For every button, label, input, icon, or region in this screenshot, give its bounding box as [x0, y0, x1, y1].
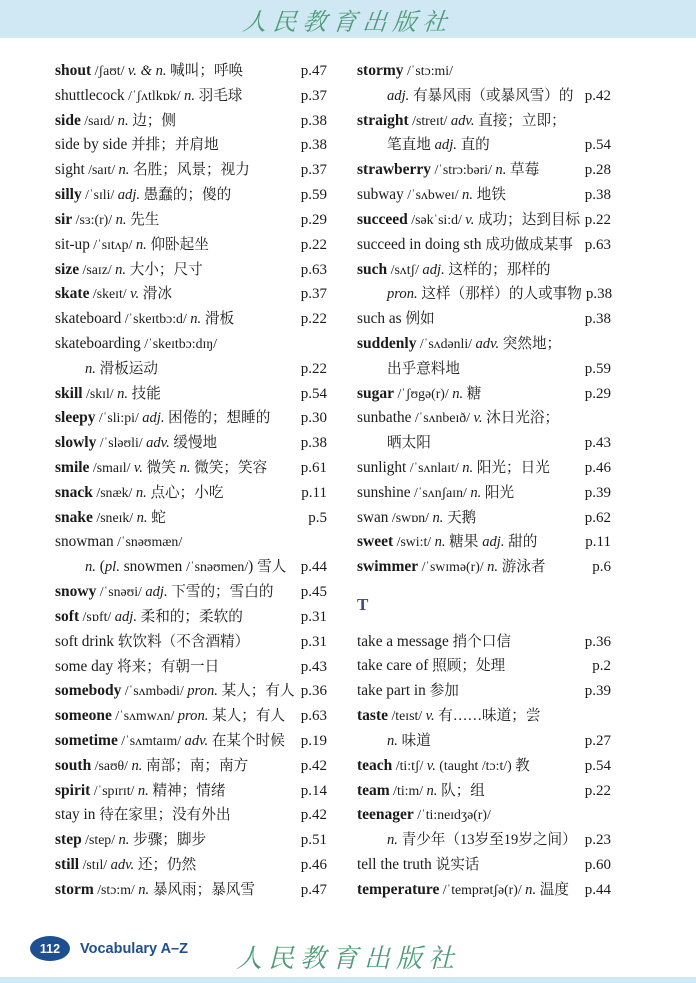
vocab-entry	[55, 357, 327, 382]
vocab-entry	[55, 183, 327, 208]
entry-page-number: p.54	[300, 385, 327, 402]
entry-text: sit-up /ˈsɪtʌp/ n. 仰卧起坐	[55, 235, 209, 253]
vocab-entry	[357, 853, 611, 878]
vocab-entry	[357, 258, 611, 283]
entry-page-number: p.22	[584, 782, 611, 799]
vocab-entry	[55, 109, 327, 134]
entry-text: straight /streɪt/ adv. 直接；立即；	[357, 111, 566, 129]
vocab-entry	[55, 605, 327, 630]
entry-text: skateboard /ˈskeɪtbɔ:d/ n. 滑板	[55, 310, 235, 328]
bottom-band	[0, 977, 696, 983]
entry-page-number: p.38	[584, 311, 611, 328]
entry-text: swimmer /ˈswɪmə(r)/ n. 游泳者	[357, 558, 546, 576]
vocab-entry	[55, 208, 327, 233]
vocab-entry	[55, 258, 327, 283]
entry-text: stormy /ˈstɔ:mi/	[357, 62, 453, 79]
entry-text: sir /sɜ:(r)/ n. 先生	[55, 210, 160, 228]
entry-page-number: p.30	[300, 410, 327, 427]
entry-text: side by side 并排；并肩地	[55, 136, 219, 154]
entry-text: someone /ˈsʌmwʌn/ pron. 某人；有人	[55, 707, 286, 725]
entry-page-number: p.5	[308, 509, 327, 526]
vocab-entry	[357, 307, 611, 332]
entry-text: succeed in doing sth 成功做成某事	[357, 235, 573, 253]
vocab-entry	[55, 754, 327, 779]
entry-page-number: p.6	[592, 559, 611, 576]
entry-page-number: p.14	[300, 782, 327, 799]
entry-text: take care of 照顾；处理	[357, 657, 506, 675]
vocab-entry	[357, 183, 611, 208]
left-column	[55, 59, 327, 903]
entry-page-number: p.51	[300, 832, 327, 849]
vocab-entry	[55, 729, 327, 754]
entry-text: snowman /ˈsnəʊmæn/	[55, 533, 183, 551]
entry-page-number: p.42	[300, 757, 327, 774]
entry-page-number: p.38	[300, 137, 327, 154]
entry-page-number: p.31	[300, 608, 327, 625]
entry-text: skill /skɪl/ n. 技能	[55, 384, 161, 402]
vocab-entry	[55, 506, 327, 531]
entry-page-number: p.38	[585, 286, 613, 303]
vocab-entry	[55, 779, 327, 804]
entry-page-number: p.22	[300, 360, 327, 377]
vocab-entry	[357, 59, 611, 84]
entry-text: 出乎意料地	[387, 360, 460, 377]
vocab-entry	[55, 456, 327, 481]
entry-text: n. 味道	[387, 732, 431, 749]
header-band	[0, 0, 696, 38]
entry-text: taste /teɪst/ v. 有……味道；尝	[357, 707, 541, 725]
vocab-entry	[357, 679, 611, 704]
entry-page-number: p.42	[300, 807, 327, 824]
entry-page-number: p.37	[300, 286, 327, 303]
vocab-entry	[357, 133, 611, 158]
footer	[0, 930, 696, 977]
entry-page-number: p.54	[584, 137, 611, 154]
entry-text: subway /ˈsʌbweɪ/ n. 地铁	[357, 186, 506, 204]
vocab-entry	[357, 481, 611, 506]
entry-page-number: p.59	[300, 187, 327, 204]
vocab-entry	[55, 431, 327, 456]
entry-page-number: p.36	[584, 633, 611, 650]
vocab-entry	[55, 84, 327, 109]
entry-text: still /stɪl/ adv. 还；仍然	[55, 856, 197, 873]
vocab-entry	[357, 754, 611, 779]
vocab-entry	[357, 779, 611, 804]
entry-text: skate /skeɪt/ v. 滑冰	[55, 285, 172, 303]
entry-text: skateboarding /ˈskeɪtbɔ:dɪŋ/	[55, 334, 217, 352]
entry-text: teach /ti:tʃ/ v. (taught /tɔ:t/) 教	[357, 756, 530, 774]
entry-page-number: p.39	[584, 683, 611, 700]
entry-text: take a message 捎个口信	[357, 632, 511, 650]
vocab-entry	[55, 828, 327, 853]
entry-page-number: p.45	[300, 584, 327, 601]
entry-text: n. 滑板运动	[85, 360, 158, 377]
vocabulary-content	[55, 59, 611, 903]
entry-text: tell the truth 说实话	[357, 855, 480, 873]
vocab-entry	[357, 84, 611, 109]
publisher-calligraphy-footer: 人民教育出版社	[235, 944, 460, 974]
vocab-entry	[357, 828, 611, 853]
vocab-entry	[55, 853, 327, 878]
entry-text: step /step/ n. 步骤；脚步	[55, 831, 207, 849]
vocab-entry	[357, 158, 611, 183]
entry-text: teenager /ˈti:neɪdʒə(r)/	[357, 806, 491, 824]
entry-page-number: p.59	[584, 360, 611, 377]
entry-page-number: p.22	[300, 236, 327, 253]
entry-page-number: p.43	[300, 658, 327, 675]
entry-text: team /ti:m/ n. 队；组	[357, 781, 485, 799]
entry-text: some day 将来；有朝一日	[55, 657, 220, 675]
entry-text: somebody /ˈsʌmbədi/ pron. 某人；有人	[55, 682, 295, 700]
vocab-entry	[55, 530, 327, 555]
footer-section-label: Vocabulary A–Z	[80, 940, 188, 957]
vocab-entry	[357, 282, 611, 307]
entry-text: strawberry /ˈstrɔ:bəri/ n. 草莓	[357, 161, 540, 179]
vocab-entry	[357, 357, 611, 382]
entry-text: succeed /səkˈsi:d/ v. 成功；达到目标	[357, 210, 581, 228]
entry-page-number: p.38	[584, 187, 611, 204]
entry-text: shuttlecock /ˈʃʌtlkɒk/ n. 羽毛球	[55, 86, 243, 104]
vocab-entry	[55, 555, 327, 580]
section-letter: T	[357, 594, 369, 614]
section-header	[357, 580, 611, 630]
vocab-entry	[357, 654, 611, 679]
vocab-entry	[55, 282, 327, 307]
entry-text: spirit /ˈspɪrɪt/ n. 精神；情绪	[55, 781, 226, 799]
entry-page-number: p.27	[584, 732, 611, 749]
entry-text: sunbathe /ˈsʌnbeɪð/ v. 沐日光浴；	[357, 409, 560, 427]
vocab-entry	[55, 481, 327, 506]
entry-text: 笔直地 adj. 直的	[387, 137, 490, 154]
entry-text: south /saʊθ/ n. 南部；南；南方	[55, 756, 249, 774]
entry-page-number: p.61	[300, 460, 327, 476]
entry-text: sunshine /ˈsʌnʃaɪn/ n. 阳光	[357, 483, 515, 501]
entry-text: slowly /ˈsləʊli/ adv. 缓慢地	[55, 434, 218, 452]
entry-page-number: p.39	[584, 484, 611, 501]
entry-text: sleepy /ˈsli:pi/ adj. 困倦的；想睡的	[55, 409, 271, 427]
entry-text: shout /ʃaʊt/ v. & n. 喊叫；呼唤	[55, 62, 244, 79]
right-column	[357, 59, 611, 903]
vocab-entry	[357, 109, 611, 134]
entry-page-number: p.31	[300, 633, 327, 650]
entry-text: adj. 有暴风雨（或暴风雪）的	[387, 87, 574, 104]
entry-page-number: p.47	[300, 63, 327, 79]
entry-text: soft drink 软饮料（不含酒精）	[55, 632, 250, 650]
entry-page-number: p.37	[300, 162, 327, 179]
publisher-calligraphy-header: 人民教育出版社	[241, 7, 455, 36]
vocab-entry	[357, 729, 611, 754]
entry-page-number: p.46	[300, 857, 327, 873]
entry-page-number: p.63	[584, 236, 611, 253]
vocab-entry	[55, 332, 327, 357]
vocab-entry	[357, 382, 611, 407]
entry-text: smile /smaɪl/ v. 微笑 n. 微笑；笑容	[55, 459, 268, 476]
entry-text: snake /sneɪk/ n. 蛇	[55, 508, 166, 526]
entry-page-number: p.38	[300, 112, 327, 129]
entry-text: snack /snæk/ n. 点心；小吃	[55, 483, 224, 501]
entry-text: such as 例如	[357, 310, 435, 328]
vocab-entry	[55, 803, 327, 828]
entry-page-number: p.54	[584, 757, 611, 774]
vocab-entry	[55, 878, 327, 903]
vocab-entry	[357, 233, 611, 258]
entry-page-number: p.42	[584, 87, 611, 104]
entry-page-number: p.28	[584, 162, 611, 179]
vocab-entry	[55, 133, 327, 158]
entry-page-number: p.44	[584, 881, 611, 898]
entry-text: stay in 待在家里；没有外出	[55, 806, 231, 824]
vocab-entry	[357, 506, 611, 531]
vocab-entry	[55, 406, 327, 431]
entry-text: temperature /ˈtemprətʃə(r)/ n. 温度	[357, 880, 569, 898]
entry-page-number: p.60	[584, 856, 611, 873]
entry-text: sight /saɪt/ n. 名胜；风景；视力	[55, 161, 250, 179]
entry-text: sunlight /ˈsʌnlaɪt/ n. 阳光；日光	[357, 459, 550, 476]
entry-page-number: p.11	[585, 534, 611, 551]
entry-page-number: p.62	[584, 509, 611, 526]
vocab-entry	[357, 332, 611, 357]
entry-page-number: p.43	[584, 435, 611, 452]
vocab-entry	[55, 307, 327, 332]
entry-page-number: p.19	[300, 732, 327, 749]
entry-page-number: p.44	[300, 559, 327, 576]
entry-page-number: p.29	[300, 211, 327, 228]
entry-page-number: p.38	[300, 435, 327, 452]
entry-page-number: p.47	[300, 881, 327, 898]
entry-page-number: p.23	[584, 832, 611, 849]
entry-page-number: p.63	[300, 261, 327, 278]
entry-text: side /saɪd/ n. 边；侧	[55, 111, 177, 129]
vocab-entry	[357, 431, 611, 456]
vocab-entry	[55, 655, 327, 680]
entry-page-number: p.36	[300, 683, 327, 700]
entry-text: sometime /ˈsʌmtaɪm/ adv. 在某个时候	[55, 731, 285, 749]
entry-page-number: p.29	[584, 385, 611, 402]
entry-text: soft /sɒft/ adj. 柔和的；柔软的	[55, 607, 243, 625]
entry-text: n. (pl. snowmen /ˈsnəʊmen/) 雪人	[85, 558, 287, 576]
entry-text: such /sʌtʃ/ adj. 这样的；那样的	[357, 260, 551, 278]
vocab-entry	[55, 580, 327, 605]
vocab-entry	[55, 59, 327, 84]
vocab-entry	[357, 630, 611, 655]
vocab-entry	[357, 803, 611, 828]
vocab-entry	[55, 704, 327, 729]
entry-text: storm /stɔ:m/ n. 暴风雨；暴风雪	[55, 880, 255, 898]
vocab-entry	[55, 382, 327, 407]
vocab-entry	[357, 878, 611, 903]
vocab-entry	[55, 630, 327, 655]
vocab-entry	[357, 555, 611, 580]
entry-page-number: p.22	[584, 211, 611, 228]
vocab-entry	[357, 208, 611, 233]
entry-text: sweet /swi:t/ n. 糖果 adj. 甜的	[357, 533, 538, 551]
vocab-entry	[357, 530, 611, 555]
entry-text: suddenly /ˈsʌdənli/ adv. 突然地；	[357, 334, 562, 352]
vocab-entry	[357, 456, 611, 481]
entry-text: n. 青少年（13岁至19岁之间）	[387, 832, 577, 849]
entry-page-number: p.63	[300, 708, 327, 725]
vocab-entry	[55, 233, 327, 258]
vocab-entry	[357, 406, 611, 431]
vocab-entry	[357, 704, 611, 729]
entry-text: sugar /ˈʃʊgə(r)/ n. 糖	[357, 384, 482, 402]
entry-text: snowy /ˈsnəʊi/ adj. 下雪的；雪白的	[55, 583, 274, 601]
entry-page-number: p.37	[300, 87, 327, 104]
page-number-badge: 112	[30, 936, 70, 961]
entry-page-number: p.46	[584, 460, 611, 476]
entry-text: size /saɪz/ n. 大小；尺寸	[55, 260, 203, 278]
entry-page-number: p.11	[301, 484, 327, 501]
entry-page-number: p.2	[592, 658, 611, 675]
entry-page-number: p.22	[300, 311, 327, 328]
entry-text: 晒太阳	[387, 435, 431, 452]
entry-text: swan /swɒn/ n. 天鹅	[357, 508, 477, 526]
entry-text: silly /ˈsɪli/ adj. 愚蠢的；傻的	[55, 186, 232, 204]
footer-brand-wrap	[0, 938, 696, 975]
entry-text: pron. 这样（那样）的人或事物	[387, 286, 582, 303]
entry-text: take part in 参加	[357, 682, 459, 700]
vocab-entry	[55, 158, 327, 183]
vocab-entry	[55, 679, 327, 704]
